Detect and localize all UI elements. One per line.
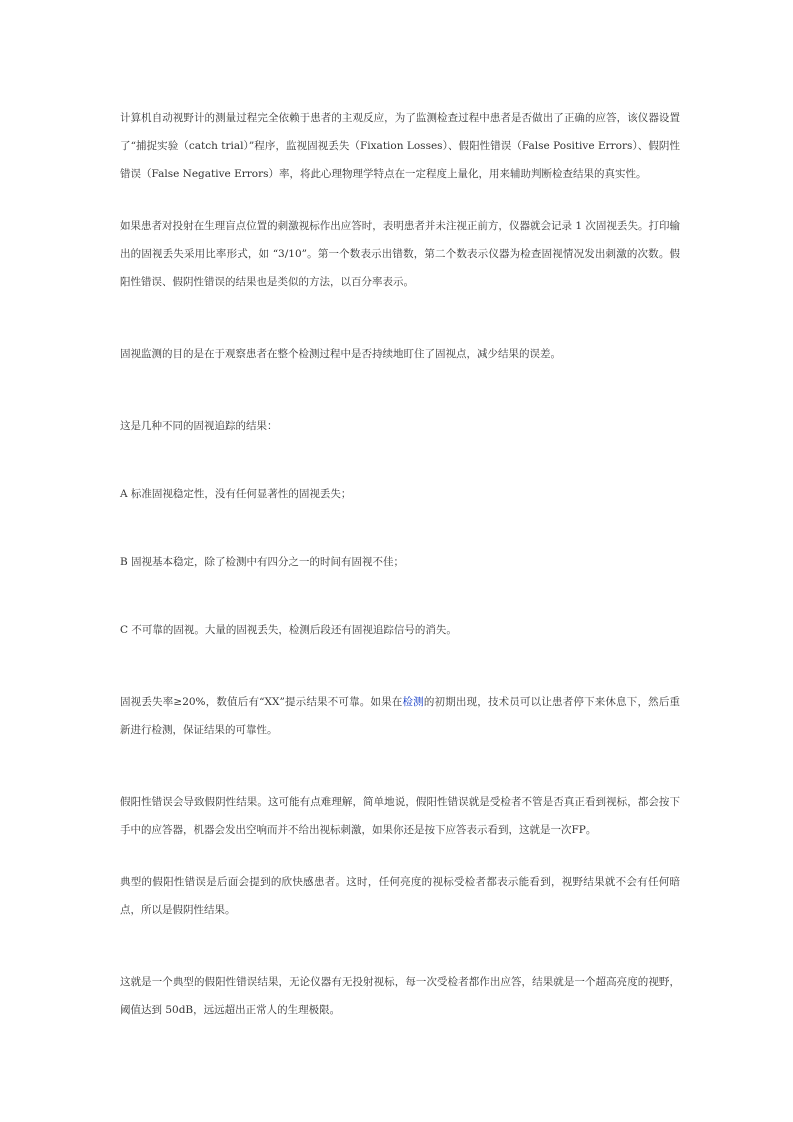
paragraph-gap — [120, 368, 680, 412]
list-item-c: C 不可靠的固视。大量的固视丢失，检测后段还有固视追踪信号的消失。 — [120, 624, 457, 636]
paragraph-gap — [120, 188, 680, 212]
paragraph-fixation-loss-rate — [120, 688, 680, 744]
paragraph-catch-trial: 计算机自动视野计的测量过程完全依赖于患者的主观反应，为了监测检查过程中患者是否做出了正确的应答，该仪器设置了“捕捉实验（catch trial）”程序，监视固视丢失（Fixation Losses）、假阳性错误（False Positive Errors）、假阴性错误（False Negative Errors）率，将此心理物理学特点在一定程度上量化，用来辅助判断检查结果的真实性。 — [120, 112, 680, 180]
paragraph-gap — [120, 744, 680, 788]
paragraph-gap — [120, 440, 680, 480]
paragraph-gap — [120, 844, 680, 868]
list-item-b: B 固视基本稳定，除了检测中有四分之一的时间有固视不佳； — [120, 556, 405, 568]
paragraph-fixation-loss-recording: 如果患者对投射在生理盲点位置的刺激视标作出应答时，表明患者并未注视正前方，仪器就会记录 1 次固视丢失。打印输出的固视丢失采用比率形式，如 “3/10”。第一个数表示出错数，第二个数表示仪器为检查固视情况发出刺激的次数。假阳性错误、假阴性错误的结果也是类似的方法，以百分率表示。 — [120, 220, 680, 288]
paragraph-text-before-link: 固视丢失率≥20%，数值后有“XX”提示结果不可靠。如果在 — [120, 696, 403, 708]
paragraph-fixation-monitoring-purpose: 固视监测的目的是在于观察患者在整个检测过程中是否持续地盯住了固视点，减少结果的误差。 — [120, 348, 561, 360]
list-item-a: A 标准固视稳定性，没有任何显著性的固视丢失； — [120, 488, 352, 500]
paragraph-gap — [120, 296, 680, 340]
paragraph-false-positive-explanation: 假阳性错误会导致假阴性结果。这可能有点难理解，简单地说，假阳性错误就是受检者不管是否真正看到视标，都会按下手中的应答器，机器会发出空响而并不给出视标刺激，如果你还是按下应答表示看到，这就是一次FP。 — [120, 796, 680, 836]
paragraph-gap — [120, 508, 680, 548]
paragraph-gap — [120, 644, 680, 688]
paragraph-text-after-link: 的初期出现，技术员可以让患者停下来休息下，然后重新进行检测，保证结果的可靠性。 — [120, 696, 681, 736]
paragraph-gap — [120, 576, 680, 616]
paragraph-tracking-results-intro: 这是几种不同的固视追踪的结果： — [120, 420, 278, 432]
paragraph-gap — [120, 924, 680, 968]
paragraph-typical-false-positive: 典型的假阳性错误是后面会提到的欣快感患者。这时，任何亮度的视标受检者都表示能看到，视野结果就不会有任何暗点，所以是假阴性结果。 — [120, 876, 680, 916]
paragraph-false-positive-result: 这就是一个典型的假阳性错误结果，无论仪器有无投射视标，每一次受检者都作出应答，结果就是一个超高亮度的视野，阈值达到 50dB，远远超出正常人的生理极限。 — [120, 976, 680, 1016]
detection-link[interactable]: 检测 — [402, 696, 424, 708]
document-body — [120, 104, 680, 1024]
